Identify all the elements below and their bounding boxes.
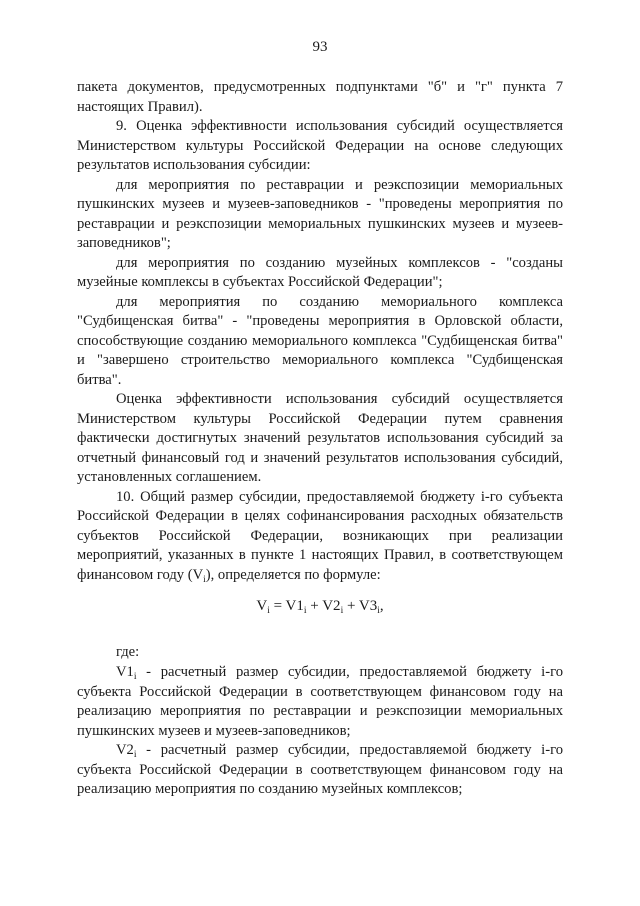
formula-v2: V2 [322, 598, 341, 614]
formula-v3-subscript: i [377, 606, 380, 616]
formula-v: V [256, 598, 268, 614]
body-text [77, 78, 563, 585]
paragraph-continuation: пакета документов, предусмотренных подпунктами "б" и "г" пункта 7 настоящих Правил). [77, 79, 563, 115]
formula-plus-1: + [306, 598, 323, 614]
definition-v2 [77, 741, 563, 800]
definition-v1-symbol: V1 [116, 664, 134, 680]
formula-v-subscript: i [267, 606, 270, 616]
formula-v1: V1 [285, 598, 304, 614]
formula-v2-subscript: i [340, 606, 344, 616]
formula-equals: = [269, 598, 286, 614]
formula-v1-subscript: i [303, 606, 307, 616]
paragraph-item-10-text: 10. Общий размер субсидии, предоставляемой бюджету i-го субъекта Российской Федерации в целях софинансирования расходных обязательств субъектов Российской Федерации, возникающих при реализации мероприятий, указанных в пункте 1 настоящих Правил, в соответствующем финансовом году ( [77, 488, 563, 583]
formula-v3: V3 [358, 598, 378, 614]
definition-v2-subscript: i [133, 750, 137, 760]
paragraph-item-10-tail: ), определяется по формуле: [205, 566, 381, 583]
inline-subscript-i: i [203, 574, 206, 585]
definition-v2-symbol: V2 [116, 742, 134, 758]
paragraph-result-memorial: для мероприятия по созданию мемориального комплекса "Судбищенская битва" - "проведены мероприятия в Орловской области, способствующие созданию мемориального комплекса "Судбищенская битва" и "завершено строительство мемориального комплекса "Судбищенская битва". [77, 293, 563, 388]
definition-v2-text: - расчетный размер субсидии, предоставляемой бюджету i-го субъекта Российской Федерации в соответствующем финансовом году на реализацию мероприятия по созданию музейных комплексов; [77, 742, 563, 797]
paragraph-item-9: 9. Оценка эффективности использования субсидий осуществляется Министерством культуры Российской Федерации на основе следующих результатов использования субсидии: [77, 118, 563, 173]
paragraph-evaluation: Оценка эффективности использования субсидий осуществляется Министерством культуры Российской Федерации путем сравнения фактически достигнутых значений результатов использования субсидий за отчетный финансовый год и значений результатов использования субсидий, установленных соглашением. [77, 391, 563, 485]
inline-symbol-v: V [192, 566, 204, 583]
page-number: 93 [312, 39, 328, 55]
formula [0, 597, 640, 617]
definition-v1-text: - расчетный размер субсидии, предоставляемой бюджету i-го субъекта Российской Федерации в соответствующем финансовом году на реализацию мероприятия по реставрации и реэкспозиции мемориальных пушкинских музеев и музеев-заповедников; [77, 664, 563, 739]
definition-v1 [77, 663, 563, 741]
formula-plus-2: + [343, 598, 359, 614]
paragraph-result-restoration: для мероприятия по реставрации и реэкспозиции мемориальных пушкинских музеев и музеев-заповедников - "проведены мероприятия по реставрации и реэкспозиции мемориальных пушкинских музеев и музеев-заповедников"; [77, 176, 563, 251]
paragraph-item-10 [77, 488, 563, 586]
definition-v1-subscript: i [133, 672, 137, 682]
formula-end: , [379, 598, 384, 614]
where-label: где: [116, 644, 140, 660]
definitions [77, 663, 563, 800]
paragraph-result-museum-complexes: для мероприятия по созданию музейных комплексов - "созданы музейные комплексы в субъектах Российской Федерации"; [77, 254, 563, 290]
